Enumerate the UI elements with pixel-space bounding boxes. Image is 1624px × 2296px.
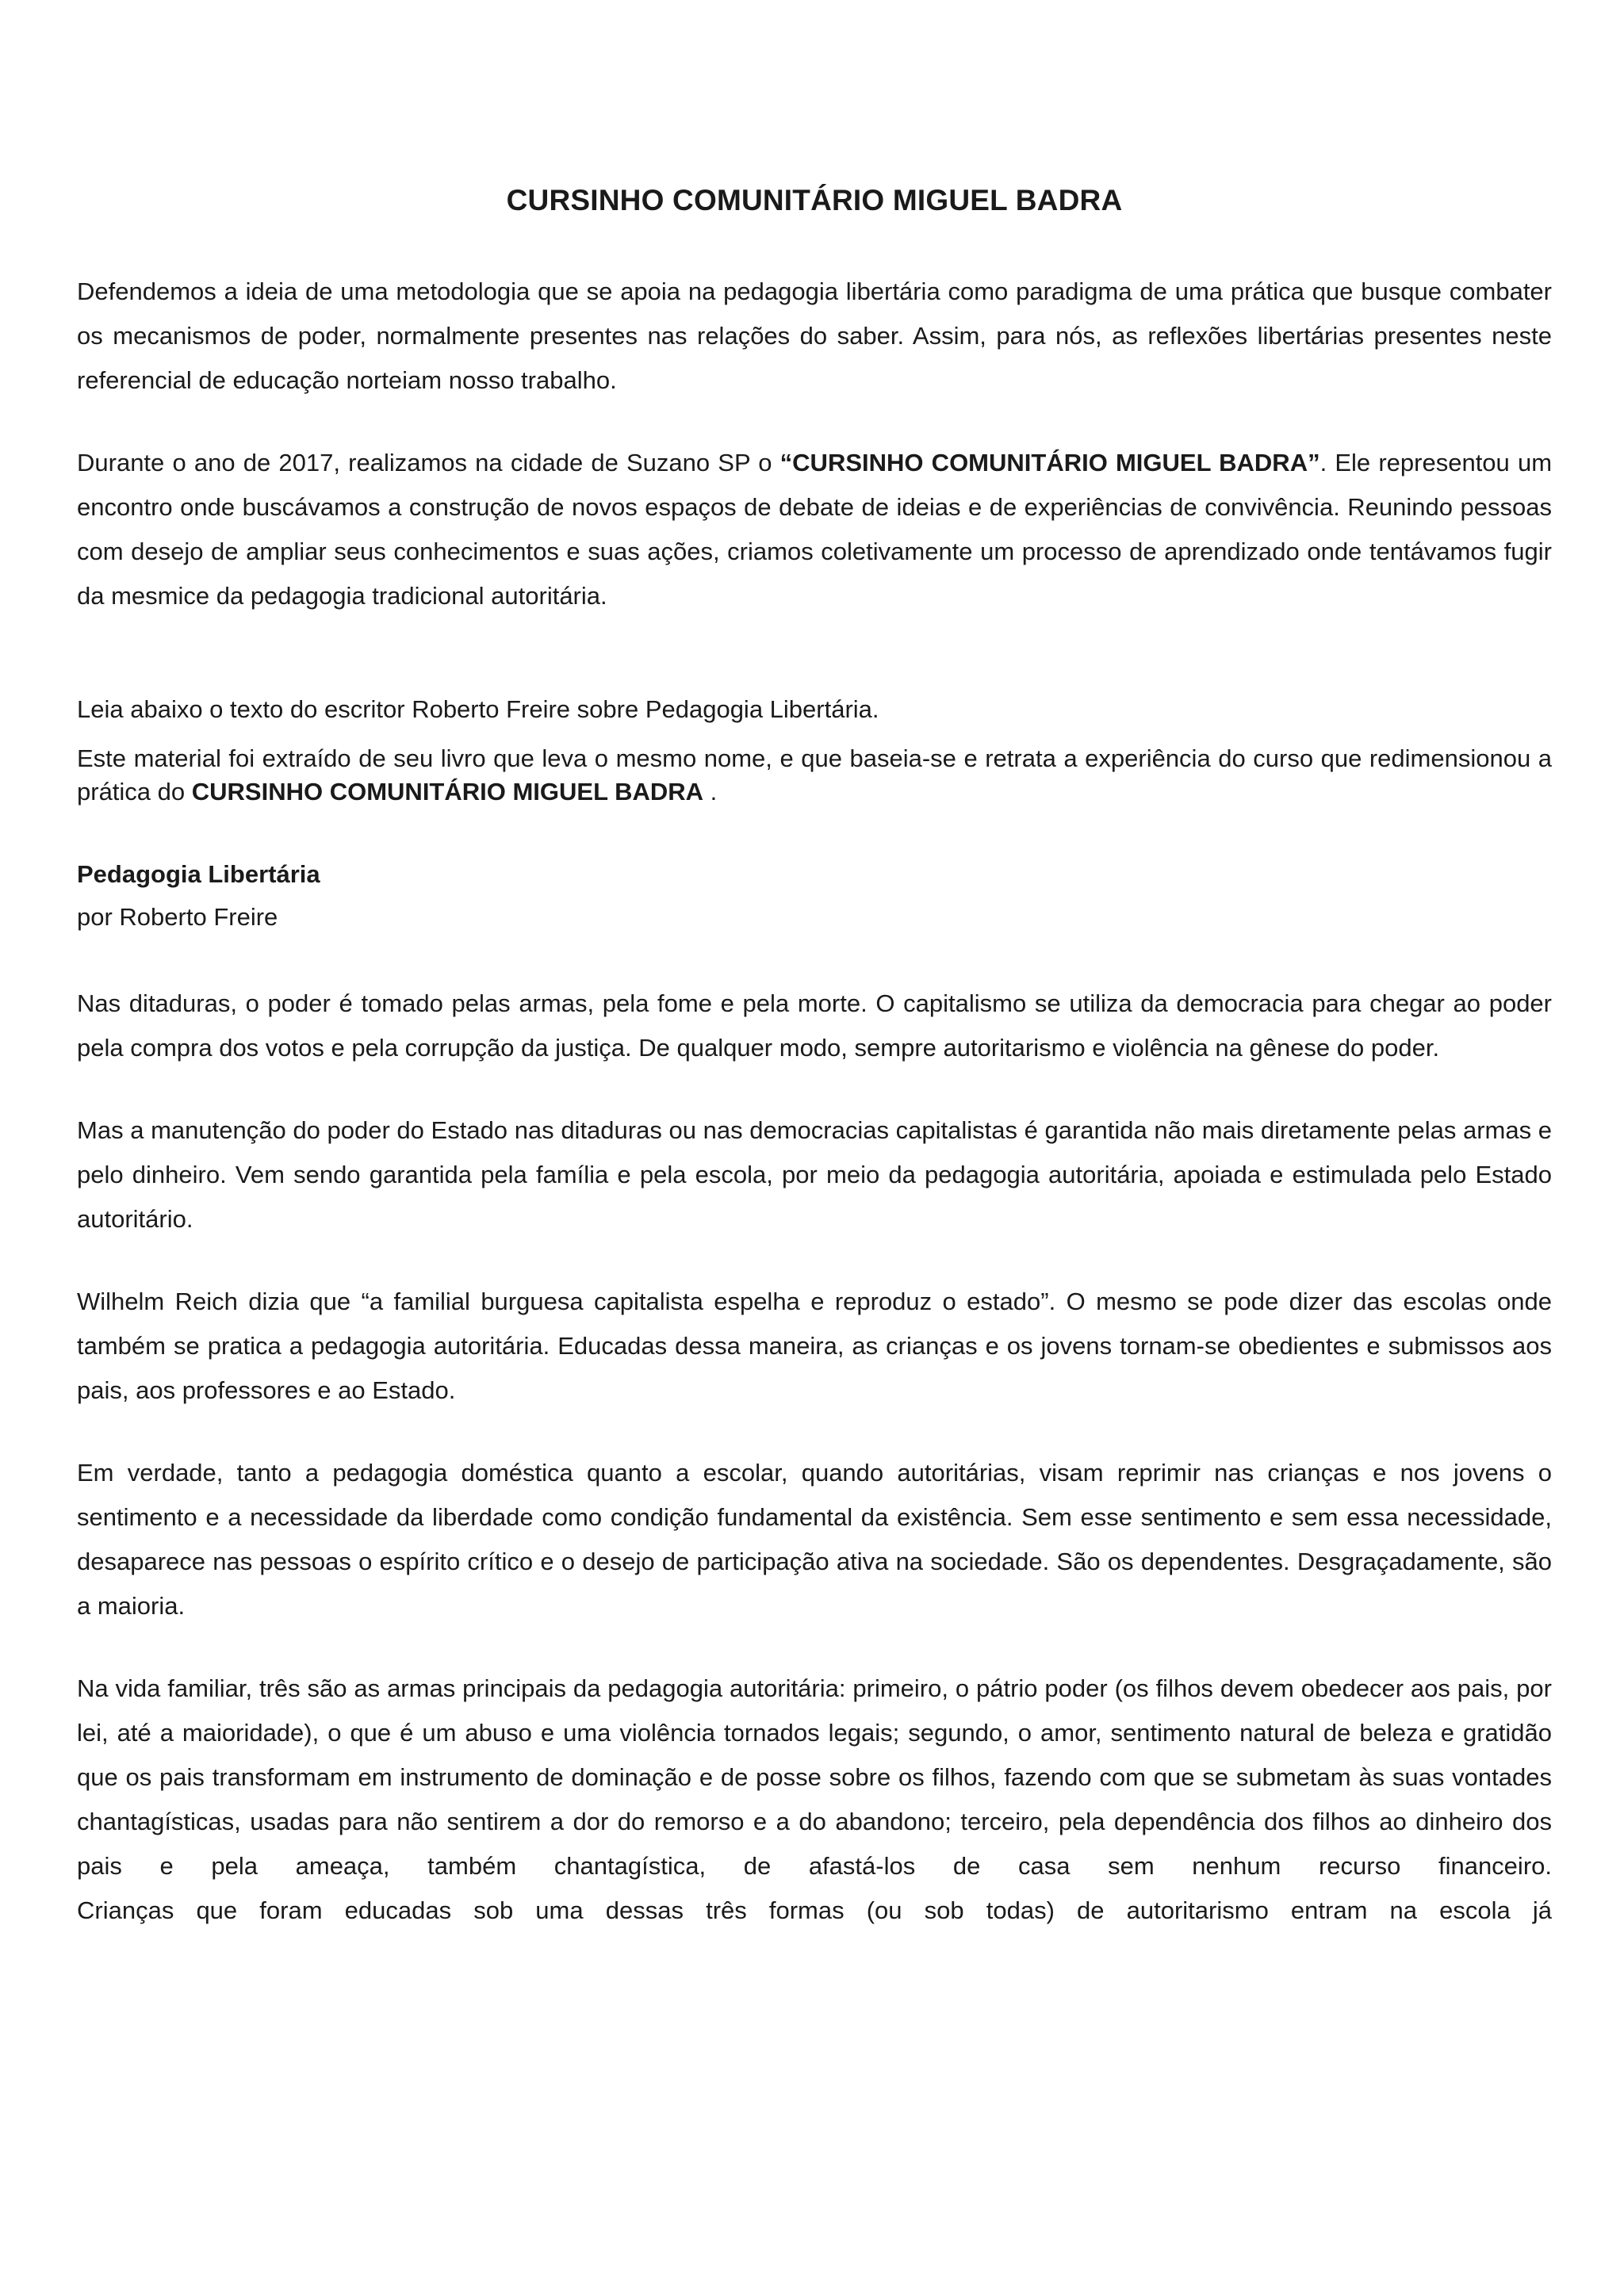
document-title: CURSINHO COMUNITÁRIO MIGUEL BADRA xyxy=(506,184,1123,216)
material-name-bold: CURSINHO COMUNITÁRIO MIGUEL BADRA xyxy=(191,778,704,806)
cursinho-text-before: Durante o ano de 2017, realizamos na cidade de Suzano SP o xyxy=(77,449,780,476)
intro-paragraph: Defendemos a ideia de uma metodologia que se apoia na pedagogia libertária como paradigma de uma prática que busque combater os mecanismos de poder, normalmente presentes nas relações do saber. Assim, para nós, as reflexões libertárias presentes neste referencial de educação norteiam nosso trabalho. xyxy=(77,277,1552,394)
cursinho-paragraph xyxy=(77,441,1552,618)
body-paragraph-6-continued: Crianças que foram educadas sob uma dessas três formas (ou sob todas) de autoritarismo entram na escola já xyxy=(77,1896,1552,1924)
body-paragraph-5: Na vida familiar, três são as armas principais da pedagogia autoritária: primeiro, o pátrio poder (os filhos devem obedecer aos pais, por lei, até a maioridade), o que é um abuso e uma violência tornados legais; segundo, o amor, sentimento natural de beleza e gratidão que os pais transformam em instrumento de dominação e de posse sobre os filhos, fazendo com que se submetam às suas vontades chantagísticas, usadas para não sentirem a dor do remorso e a do abandono; terceiro, pela dependência dos filhos ao dinheiro dos pais e pela ameaça, também chantagística, de afastá-los de casa sem nenhum recurso financeiro. xyxy=(77,1674,1552,1880)
read-below-paragraph: Leia abaixo o texto do escritor Roberto Freire sobre Pedagogia Libertária. xyxy=(77,695,879,723)
body-paragraph-3: Wilhelm Reich dizia que “a familial burguesa capitalista espelha e reproduz o estado”. O mesmo se pode dizer das escolas onde também se pratica a pedagogia autoritária. Educadas dessa maneira, as crianças e os jovens tornam-se obedientes e submissos aos pais, aos professores e ao Estado. xyxy=(77,1288,1552,1404)
material-paragraph xyxy=(77,742,1552,809)
author-byline: por Roberto Freire xyxy=(77,903,278,931)
section-heading: Pedagogia Libertária xyxy=(77,860,320,888)
cursinho-name-bold: “CURSINHO COMUNITÁRIO MIGUEL BADRA” xyxy=(779,449,1320,476)
material-text-before: Este material foi extraído de seu livro que leva o mesmo nome, e que baseia-se e retrata a experiência do curso que redimensionou a prática do xyxy=(77,744,1552,806)
cursinho-text-after: . Ele representou um encontro onde buscávamos a construção de novos espaços de debate de ideias e de experiências de convivência. Reunindo pessoas com desejo de ampliar seus conhecimentos e suas ações, criamos coletivamente um processo de aprendizado onde tentávamos fugir da mesmice da pedagogia tradicional autoritária. xyxy=(77,449,1553,610)
document-page xyxy=(77,182,1552,1933)
material-text-after: . xyxy=(703,778,718,806)
body-paragraph-2: Mas a manutenção do poder do Estado nas ditaduras ou nas democracias capitalistas é garantida não mais diretamente pelas armas e pelo dinheiro. Vem sendo garantida pela família e pela escola, por meio da pedagogia autoritária, apoiada e estimulada pelo Estado autoritário. xyxy=(77,1116,1552,1233)
body-paragraph-1: Nas ditaduras, o poder é tomado pelas armas, pela fome e pela morte. O capitalismo se utiliza da democracia para chegar ao poder pela compra dos votos e pela corrupção da justiça. De qualquer modo, sempre autoritarismo e violência na gênese do poder. xyxy=(77,989,1552,1062)
body-paragraph-4: Em verdade, tanto a pedagogia doméstica quanto a escolar, quando autoritárias, visam reprimir nas crianças e nos jovens o sentimento e a necessidade da liberdade como condição fundamental da existência. Sem esse sentimento e sem essa necessidade, desaparece nas pessoas o espírito crítico e o desejo de participação ativa na sociedade. São os dependentes. Desgraçadamente, são a maioria. xyxy=(77,1459,1552,1620)
